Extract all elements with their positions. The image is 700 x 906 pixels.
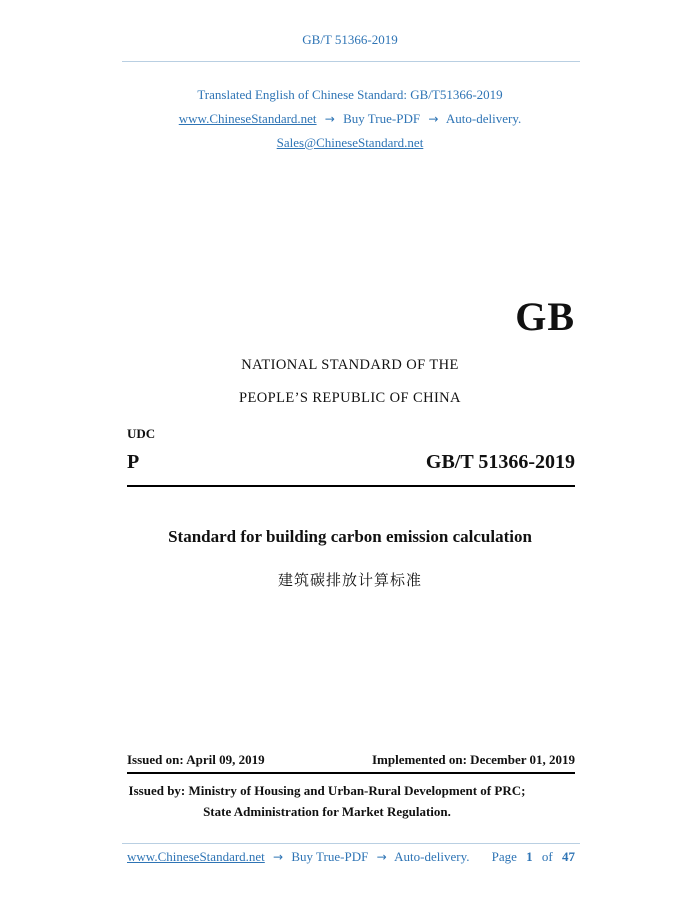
footer-buy-true-pdf-label: Buy True-PDF [291,849,369,864]
buy-true-pdf-label: Buy True-PDF [343,111,421,126]
right-arrow-icon: → [324,112,335,126]
auto-delivery-label: Auto-delivery. [445,111,522,126]
footer-buy-info-line [127,849,470,865]
right-arrow-icon: → [376,850,387,864]
issuance-dates-row [127,752,575,768]
site-link[interactable]: www.ChineseStandard.net [178,111,317,126]
right-arrow-icon: → [273,850,284,864]
header-doc-code: GB/T 51366-2019 [302,32,398,47]
right-arrow-icon: → [428,112,439,126]
buy-info-line [0,107,700,131]
classification-letter: P [127,451,140,473]
udc-label: UDC [127,426,156,441]
sales-email-link[interactable]: Sales@ChineseStandard.net [276,135,424,150]
footer-row [127,849,575,865]
header-rule [122,61,580,62]
page-indicator [492,849,575,865]
classification-row [127,451,575,474]
gb-logo-mark: GB [515,294,575,339]
footer-site-link[interactable]: www.ChineseStandard.net [127,849,265,864]
standard-title-english: Standard for building carbon emission calculation [168,527,532,546]
footer-auto-delivery-label: Auto-delivery. [394,849,470,864]
implemented-on-label: Implemented on: December 01, 2019 [371,752,575,767]
translated-standard-line: Translated English of Chinese Standard: GB/T51366-2019 [197,87,503,102]
header-info-block [0,83,700,155]
issuance-rule [127,772,575,774]
footer-rule [122,843,580,844]
standard-title-chinese: 建筑碳排放计算标准 [277,573,422,589]
page-number: 1 [526,849,533,864]
total-pages: 47 [562,849,575,864]
national-standard-line-1: NATIONAL STANDARD OF THE [241,357,459,373]
issued-on-label: Issued on: April 09, 2019 [127,752,265,767]
national-standard-line-2: PEOPLE’S REPUBLIC OF CHINA [239,390,461,406]
of-label: of [541,849,553,864]
page-label: Page [491,849,517,864]
code-rule [127,485,575,487]
standard-code: GB/T 51366-2019 [425,451,575,473]
issued-by-line-2: State Administration for Market Regulation. [203,804,451,819]
issued-by-line-1: Issued by: Ministry of Housing and Urban-Rural Development of PRC; [128,783,526,798]
issued-by-block [127,780,575,822]
sales-email-line [0,131,700,155]
